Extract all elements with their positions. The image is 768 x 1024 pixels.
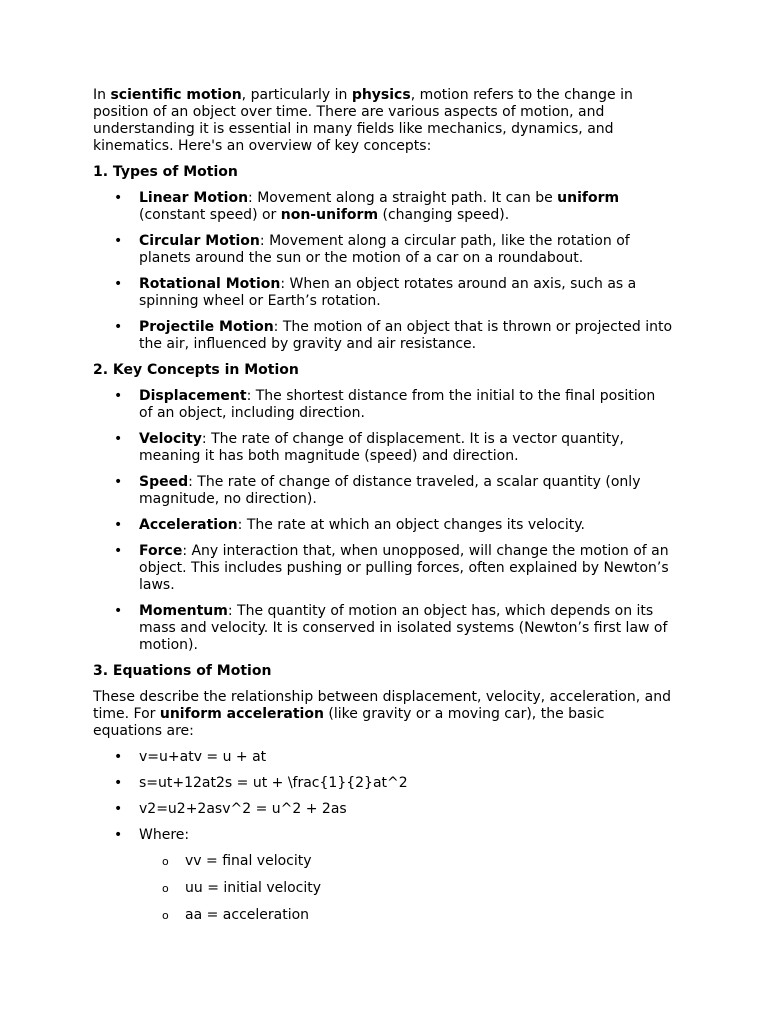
- bullet-icon: •: [114, 190, 123, 206]
- bullet-icon: •: [114, 319, 123, 335]
- list-item: [93, 603, 673, 654]
- section-heading-key-concepts: 2. Key Concepts in Motion: [93, 362, 299, 378]
- bullet-icon: •: [114, 775, 123, 791]
- types-of-motion-list: [93, 190, 673, 353]
- section-heading-types: 1. Types of Motion: [93, 164, 238, 180]
- list-item: [93, 190, 673, 224]
- definition-text: : Movement along a circular path, like the rotation of planets around the sun or the motion of a car on a roundabout.: [139, 233, 630, 266]
- bullet-icon: •: [114, 431, 123, 447]
- list-item: [93, 431, 673, 465]
- equation-text: v2=u2+2asv^2 = u^2 + 2as: [139, 801, 347, 817]
- bullet-icon: •: [114, 749, 123, 765]
- circle-bullet-icon: o: [162, 882, 169, 895]
- variable-text: vv = final velocity: [185, 853, 312, 869]
- bullet-icon: •: [114, 474, 123, 490]
- list-item: [93, 319, 673, 353]
- term: Acceleration: [139, 517, 238, 533]
- intro-text-3: , motion refers to the change in position of an object over time. There are various aspects of motion, and understanding it is essential in many fields like mechanics, dynamics, and kinematics. Here's an overview of key concepts:: [93, 87, 633, 154]
- term: Velocity: [139, 431, 202, 447]
- intro-paragraph: [93, 87, 673, 155]
- list-item: [93, 233, 673, 267]
- bullet-icon: •: [114, 388, 123, 404]
- list-item: [93, 517, 673, 534]
- variable-item: [139, 853, 673, 870]
- intro-bold-physics: physics: [351, 87, 411, 103]
- definition-text: : Any interaction that, when unopposed, will change the motion of an object. This includes pushing or pulling forces, often explained by Newton’s laws.: [139, 543, 669, 593]
- definition-text: : The shortest distance from the initial to the final position of an object, including direction.: [139, 388, 656, 421]
- bullet-icon: •: [114, 543, 123, 559]
- list-item: [93, 276, 673, 310]
- term: Linear Motion: [139, 190, 249, 206]
- equations-list: [93, 749, 673, 924]
- bullet-icon: •: [114, 603, 123, 619]
- definition-text: : The rate of change of displacement. It is a vector quantity, meaning it has both magnitude (speed) and direction.: [139, 431, 624, 464]
- equation-text: s=ut+12at2s = ut + \frac{1}{2}at^2: [139, 775, 408, 791]
- definition-text: : The rate of change of distance traveled, a scalar quantity (only magnitude, no direction).: [139, 474, 641, 507]
- definition-text: : The quantity of motion an object has, which depends on its mass and velocity. It is conserved in isolated systems (Newton’s first law of motion).: [139, 603, 668, 653]
- equation-item: [93, 775, 673, 792]
- where-label: Where:: [139, 827, 190, 843]
- circle-bullet-icon: o: [162, 909, 169, 922]
- intro-text-1: In: [93, 87, 111, 103]
- definition-text-2: (constant speed) or: [139, 207, 281, 223]
- term-uniform: uniform: [557, 190, 620, 206]
- section-heading-equations: 3. Equations of Motion: [93, 663, 272, 679]
- definition-text: : The rate at which an object changes its velocity.: [237, 517, 586, 533]
- term-uniform-acceleration: uniform acceleration: [159, 706, 324, 722]
- term: Displacement: [139, 388, 247, 404]
- term-non-uniform: non-uniform: [280, 207, 379, 223]
- definition-text: : When an object rotates around an axis, such as a spinning wheel or Earth’s rotation.: [139, 276, 637, 309]
- list-item: [93, 543, 673, 594]
- definition-text: : Movement along a straight path. It can be: [248, 190, 558, 206]
- variable-item: [139, 880, 673, 897]
- list-item: [93, 474, 673, 508]
- variable-text: aa = acceleration: [185, 907, 310, 923]
- term: Projectile Motion: [139, 319, 274, 335]
- term: Momentum: [139, 603, 228, 619]
- list-item: [93, 388, 673, 422]
- equations-intro-text-1: These describe the relationship between displacement, velocity, acceleration, and time. For: [93, 689, 671, 722]
- bullet-icon: •: [114, 827, 123, 843]
- definition-text: : The motion of an object that is thrown or projected into the air, influenced by gravity and air resistance.: [139, 319, 673, 352]
- equations-intro-text-2: (like gravity or a moving car), the basic equations are:: [93, 706, 605, 739]
- key-concepts-list: [93, 388, 673, 654]
- bullet-icon: •: [114, 276, 123, 292]
- intro-text-2: , particularly in: [241, 87, 352, 103]
- equation-item: [93, 801, 673, 818]
- variables-list: [139, 853, 673, 924]
- bullet-icon: •: [114, 233, 123, 249]
- variable-item: [139, 907, 673, 924]
- bullet-icon: •: [114, 801, 123, 817]
- term: Circular Motion: [139, 233, 260, 249]
- variable-text: uu = initial velocity: [185, 880, 322, 896]
- circle-bullet-icon: o: [162, 855, 169, 868]
- definition-text-3: (changing speed).: [378, 207, 510, 223]
- where-item: [93, 827, 673, 924]
- term: Force: [139, 543, 183, 559]
- equations-intro-paragraph: [93, 689, 673, 740]
- equation-text: v=u+atv = u + at: [139, 749, 267, 765]
- intro-bold-scientific-motion: scientific motion: [110, 87, 242, 103]
- bullet-icon: •: [114, 517, 123, 533]
- equation-item: [93, 749, 673, 766]
- term: Speed: [139, 474, 189, 490]
- term: Rotational Motion: [139, 276, 281, 292]
